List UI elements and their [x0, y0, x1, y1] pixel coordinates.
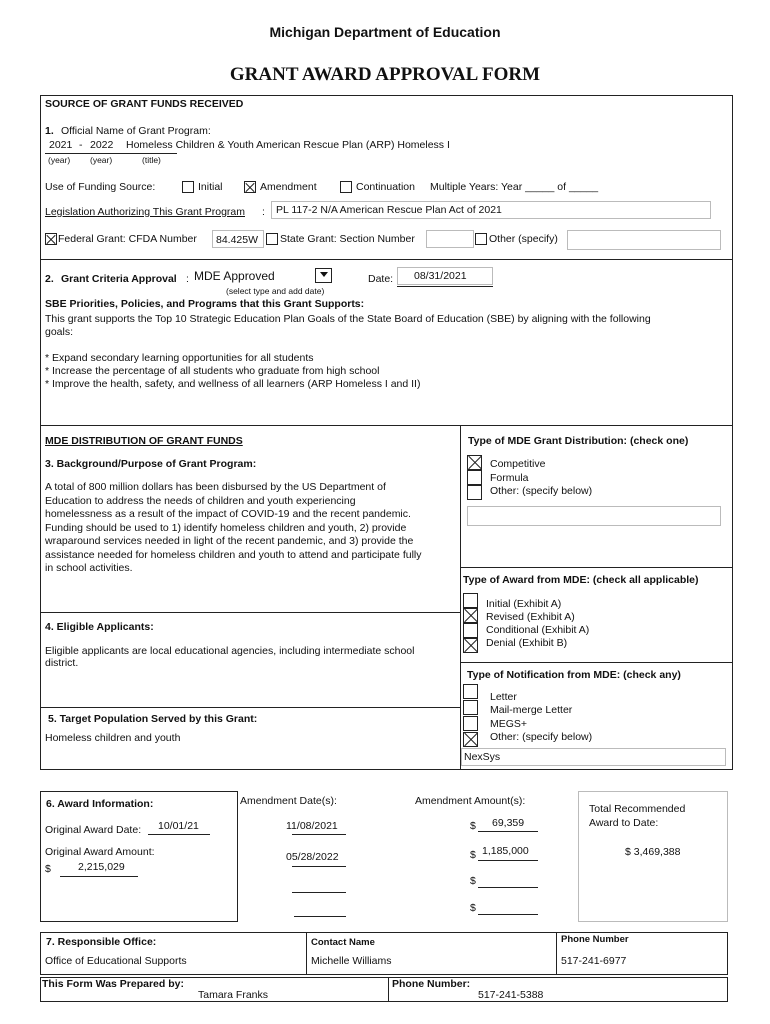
background-line: Education to address the needs of children and youth experiencing [45, 494, 356, 507]
target-value: Homeless children and youth [45, 732, 181, 744]
state-grant-checkbox[interactable] [266, 233, 278, 245]
amend-amount-3-underline [478, 887, 538, 888]
award-type-top-rule [460, 567, 733, 568]
eligible-heading: 4. Eligible Applicants: [45, 621, 154, 633]
contact-label: Contact Name [311, 937, 375, 948]
phone-value: 517-241-6977 [561, 955, 627, 967]
total-value: $ 3,469,388 [625, 846, 681, 858]
amend-date-1-underline [292, 834, 346, 835]
amendment-label: Amendment [260, 181, 317, 193]
amend-amounts-label: Amendment Amount(s): [415, 795, 526, 807]
formula-checkbox[interactable] [467, 470, 482, 485]
program-underline [45, 153, 177, 154]
other-dist-label: Other: (specify below) [490, 485, 593, 497]
amend-dates-label: Amendment Date(s): [240, 795, 337, 807]
cfda-value: 84.425W [216, 234, 259, 246]
agency-name: Michigan Department of Education [269, 24, 501, 40]
total-label-2: Award to Date: [589, 817, 659, 829]
amend-date-1: 11/08/2021 [286, 820, 338, 832]
year-end: 2022 [90, 139, 114, 151]
goal-1: * Expand secondary learning opportunities for all students [45, 352, 314, 364]
mail-merge-label: Mail-merge Letter [490, 704, 573, 716]
amend-amount-3-dollar: $ [470, 875, 476, 887]
initial-award-checkbox[interactable] [463, 593, 478, 608]
prepared-name: Tamara Franks [198, 989, 269, 1001]
denial-award-checkbox[interactable] [463, 638, 478, 653]
orig-date-underline [148, 834, 210, 835]
criteria-num: 2. [45, 273, 54, 285]
background-heading: 3. Background/Purpose of Grant Program: [45, 458, 257, 470]
denial-award-label: Denial (Exhibit B) [486, 637, 568, 649]
amend-amount-1-underline [478, 831, 538, 832]
revised-award-label: Revised (Exhibit A) [486, 611, 575, 623]
amend-date-2: 05/28/2022 [286, 851, 339, 863]
continuation-label: Continuation [356, 181, 415, 193]
dist-type-heading: Type of MDE Grant Distribution: (check one) [468, 435, 689, 447]
orig-amount-underline [60, 876, 138, 877]
background-line: Funding should be used to 1) identify homeless children and youth, 2) provide [45, 521, 407, 534]
letter-checkbox[interactable] [463, 684, 478, 699]
office-divider-2 [556, 932, 557, 975]
program-label-num: 1. [45, 125, 54, 137]
other-dist-field[interactable] [467, 506, 721, 526]
approval-select-value[interactable]: MDE Approved [194, 269, 275, 283]
initial-label: Initial [198, 181, 223, 193]
eligible-top-rule [40, 612, 461, 613]
amend-amount-4-underline [478, 914, 538, 915]
mail-merge-checkbox[interactable] [463, 700, 478, 715]
program-label: Official Name of Grant Program: [61, 125, 211, 137]
federal-grant-checkbox[interactable] [45, 233, 57, 245]
other-notif-label: Other: (specify below) [490, 731, 593, 743]
criteria-colon: : [186, 273, 189, 285]
year-sep: - [79, 139, 83, 151]
distribution-heading: MDE DISTRIBUTION OF GRANT FUNDS [45, 435, 243, 447]
other-grant-checkbox[interactable] [475, 233, 487, 245]
amend-date-2-underline [292, 866, 346, 867]
state-section-field[interactable] [426, 230, 474, 248]
continuation-checkbox[interactable] [340, 181, 352, 193]
amend-amount-2-underline [478, 860, 538, 861]
orig-amount-dollar: $ [45, 863, 51, 875]
target-heading: 5. Target Population Served by this Grant: [48, 713, 258, 725]
background-line: in school activities. [45, 562, 133, 574]
year-start: 2021 [49, 139, 73, 151]
use-funding-label: Use of Funding Source: [45, 181, 156, 193]
other-grant-field[interactable] [567, 230, 721, 250]
approval-dropdown-button[interactable] [315, 268, 332, 283]
conditional-award-checkbox[interactable] [463, 623, 478, 638]
eligible-line-1: Eligible applicants are local educational agencies, including intermediate school [45, 645, 415, 657]
legislation-label: Legislation Authorizing This Grant Program [45, 206, 245, 218]
legislation-colon: : [262, 206, 265, 218]
competitive-label: Competitive [490, 458, 546, 470]
other-grant-label: Other (specify) [489, 233, 558, 245]
other-notif-field[interactable] [461, 748, 726, 766]
background-line: wraparound services needed in light of the recent pandemic, and 3) provide the [45, 535, 414, 547]
office-heading: 7. Responsible Office: [46, 936, 157, 948]
background-line: homelessness as a result of the impact of COVID-19 and the recent pandemic. [45, 508, 411, 520]
criteria-label: Grant Criteria Approval [61, 273, 177, 285]
other-notif-value: NexSys [464, 751, 501, 763]
notif-type-heading: Type of Notification from MDE: (check any) [467, 669, 681, 681]
form-title: GRANT AWARD APPROVAL FORM [229, 64, 541, 85]
contact-value: Michelle Williams [311, 955, 392, 967]
source-heading: SOURCE OF GRANT FUNDS RECEIVED [45, 98, 244, 110]
revised-award-checkbox[interactable] [463, 608, 478, 623]
amend-date-3-underline [292, 892, 346, 893]
orig-date-label: Original Award Date: [45, 824, 142, 836]
legislation-value: PL 117-2 N/A American Rescue Plan Act of 2021 [276, 204, 502, 216]
initial-checkbox[interactable] [182, 181, 194, 193]
amend-amount-1-dollar: $ [470, 820, 476, 832]
date-value: 08/31/2021 [414, 270, 467, 282]
prepared-label: This Form Was Prepared by: [42, 978, 184, 990]
initial-award-label: Initial (Exhibit A) [486, 598, 562, 610]
distribution-divider [460, 425, 461, 770]
date-underline [397, 286, 493, 287]
goal-3: * Improve the health, safety, and wellness of all learners (ARP Homeless I and II) [45, 378, 421, 390]
background-line: A total of 800 million dollars has been disbursed by the US Department of [45, 481, 386, 493]
phone-label: Phone Number [561, 934, 629, 945]
caption-year-1: (year) [48, 155, 71, 165]
date-label: Date: [368, 273, 394, 285]
goal-2: * Increase the percentage of all students who graduate from high school [45, 365, 380, 377]
prepared-phone-value: 517-241-5388 [478, 989, 544, 1001]
other-notif-checkbox[interactable] [463, 732, 478, 747]
megs-checkbox[interactable] [463, 716, 478, 731]
competitive-checkbox[interactable] [467, 455, 482, 470]
office-divider-1 [306, 932, 307, 975]
notif-type-top-rule [460, 662, 733, 663]
amend-amount-1: 69,359 [492, 817, 525, 829]
amend-amount-4-dollar: $ [470, 902, 476, 914]
orig-amount-value: 2,215,029 [78, 861, 125, 873]
background-line: assistance needed for homeless children and youth to attend and participate fully [45, 548, 422, 561]
sbe-text-1: This grant supports the Top 10 Strategic Education Plan Goals of the State Board of Education (SBE) by aligning with the following [45, 313, 651, 325]
sbe-heading: SBE Priorities, Policies, and Programs that this Grant Supports: [45, 298, 365, 310]
award-type-heading: Type of Award from MDE: (check all applicable) [463, 574, 699, 586]
letter-label: Letter [490, 691, 517, 703]
multiple-years-label: Multiple Years: Year _____ of _____ [430, 181, 599, 193]
formula-label: Formula [490, 472, 529, 484]
conditional-award-label: Conditional (Exhibit A) [486, 624, 590, 636]
orig-amount-label: Original Award Amount: [45, 846, 155, 858]
total-label-1: Total Recommended [589, 803, 686, 815]
amendment-checkbox[interactable] [244, 181, 256, 193]
orig-date-value: 10/01/21 [158, 820, 199, 832]
award-heading: 6. Award Information: [46, 798, 154, 810]
caption-year-2: (year) [90, 155, 113, 165]
prepared-phone-label: Phone Number: [392, 978, 471, 990]
megs-label: MEGS+ [490, 718, 528, 730]
program-title: Homeless Children & Youth American Rescue Plan (ARP) Homeless I [126, 139, 450, 151]
eligible-line-2: district. [45, 657, 79, 669]
background-text [45, 481, 422, 576]
amend-amount-2-dollar: $ [470, 849, 476, 861]
office-value: Office of Educational Supports [45, 955, 187, 967]
chevron-down-icon [320, 272, 328, 277]
approval-hint: (select type and add date) [226, 286, 325, 296]
target-top-rule [40, 707, 461, 708]
amend-amount-2: 1,185,000 [482, 845, 529, 857]
caption-title: (title) [142, 155, 161, 165]
prepared-divider [388, 977, 389, 1002]
other-dist-checkbox[interactable] [467, 485, 482, 500]
sbe-text-2: goals: [45, 326, 74, 338]
amend-date-4-underline [294, 916, 346, 917]
federal-grant-label: Federal Grant: CFDA Number [58, 233, 197, 245]
state-grant-label: State Grant: Section Number [280, 233, 415, 245]
